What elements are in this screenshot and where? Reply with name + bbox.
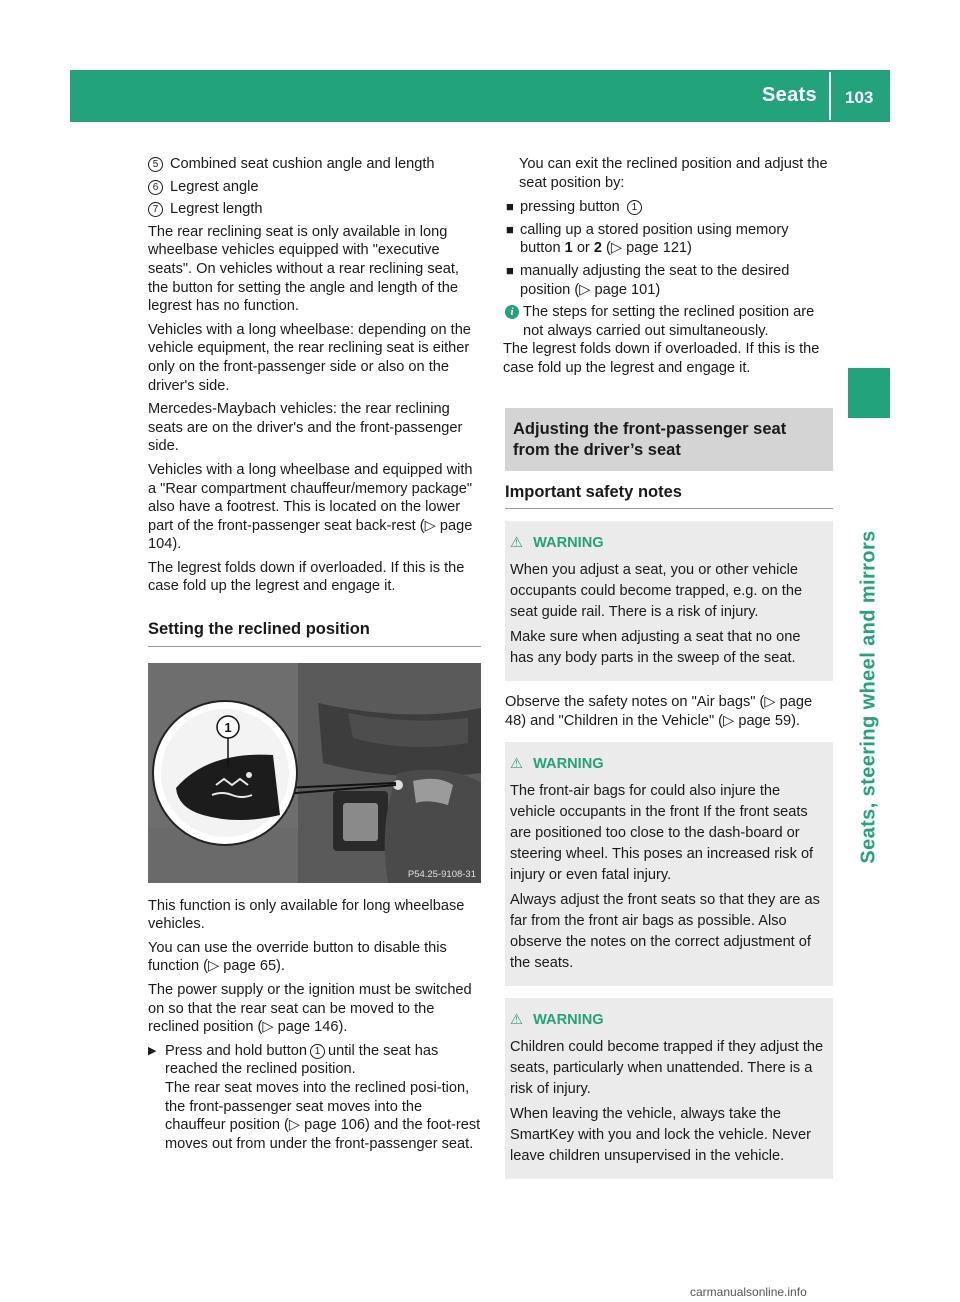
paragraph: Mercedes-Maybach vehicles: the rear reclining seats are on the driver's and the front-passenger side.: [148, 401, 463, 455]
warning-icon: ⚠: [510, 1012, 524, 1029]
warning-title: ⚠ WARNING: [510, 1010, 827, 1031]
watermark: carmanualsonline.info: [690, 1285, 807, 1299]
warning-icon: ⚠: [510, 535, 524, 552]
legend-item: 6 Legrest angle: [148, 178, 481, 197]
callout-5-icon: 5: [148, 157, 163, 172]
bullet-icon: ■: [506, 221, 514, 237]
warning-icon: ⚠: [510, 756, 524, 773]
step-result: The rear seat moves into the reclined posi-tion, the front-passenger seat moves into the chauffeur position (▷ page 106) and the foot-rest moves out from under the front-passenger seat.: [165, 1080, 481, 1152]
callout-6-icon: 6: [148, 180, 163, 195]
paragraph: The power supply or the ignition must be switched on so that the rear seat can be moved to the reclined position (▷ page 146).: [148, 982, 472, 1036]
warning-box: ⚠ WARNING Children could become trapped if they adjust the seats, particularly when unattended. There is a risk of injury. When leaving the vehicle, always take the SmartKey with you and lock the vehicle. Never leave children unsupervised in the vehicle.: [505, 998, 833, 1179]
info-note: i The steps for setting the reclined position are not always carried out simultaneously.: [505, 303, 833, 340]
legend-item: 7 Legrest length: [148, 200, 481, 219]
paragraph: This function is only available for long wheelbase vehicles.: [148, 897, 465, 933]
paragraph: Vehicles with a long wheelbase: depending on the vehicle equipment, the rear reclining seat is either only on the front-passenger side or also on the driver's side.: [148, 321, 471, 394]
instruction-step: ▶ Press and hold button 1 until the seat has reached the reclined position. The rear seat moves into the reclined posi-tion, the front-passenger seat moves into the chauffeur position (▷ page 106) and the foot-rest moves out from under the front-passenger seat.: [148, 1042, 481, 1152]
paragraph: The legrest folds down if overloaded. If this is the case fold up the legrest and engage it.: [503, 341, 820, 376]
legend-item: 5 Combined seat cushion angle and length: [148, 155, 481, 174]
step-arrow-icon: ▶: [148, 1044, 157, 1057]
figure-callout-1: 1: [224, 719, 232, 735]
paragraph: You can use the override button to disable this function (▷ page 65).: [148, 939, 447, 975]
list-item: ■ manually adjusting the seat to the desired position (▷ page 101): [506, 262, 790, 298]
list-item: ■ pressing button 1: [505, 198, 833, 217]
warning-title: ⚠ WARNING: [510, 533, 827, 554]
header-divider: [829, 72, 831, 120]
callout-1-icon: 1: [310, 1044, 325, 1059]
chapter-tab-label: Seats, steering wheel and mirrors: [857, 530, 880, 864]
paragraph: The rear reclining seat is only available in long wheelbase vehicles equipped with "executive seats". On vehicles without a rear reclining seat, the button for setting the angle and length of the legrest has no function.: [148, 223, 459, 315]
section-heading-box: Adjusting the front-passenger seat from the driver’s seat: [505, 408, 833, 471]
bullet-list: [505, 198, 833, 299]
page-number: 103: [845, 88, 874, 107]
warning-box: ⚠ WARNING When you adjust a seat, you or other vehicle occupants could become trapped, e.g. on the seat guide rail. There is a risk of injury. Make sure when adjusting a seat that no one has any body parts in the sweep of the seat.: [505, 521, 833, 681]
callout-1-icon: 1: [627, 200, 642, 215]
right-column: [505, 155, 833, 1191]
bullet-icon: ■: [506, 262, 514, 278]
callout-7-icon: 7: [148, 202, 163, 217]
paragraph: Vehicles with a long wheelbase and equipped with a "Rear compartment chauffeur/memory package" also have a footrest. This is located on the lower part of the front-passenger seat back-rest (▷ page 104).: [148, 461, 473, 553]
section-title: Seats: [762, 84, 817, 106]
info-icon: i: [505, 305, 519, 319]
paragraph: The legrest folds down if overloaded. If this is the case fold up the legrest and engage it.: [148, 559, 465, 595]
heading-reclined-position: Setting the reclined position: [148, 620, 481, 647]
left-column: [148, 155, 481, 1153]
reclined-button-figure: [148, 663, 481, 883]
paragraph: You can exit the reclined position and adjust the seat position by:: [519, 156, 828, 191]
figure-code: P54.25-9108-31: [407, 868, 476, 880]
heading-safety-notes: Important safety notes: [505, 483, 833, 510]
warning-box: ⚠ WARNING The front-air bags for could also injure the vehicle occupants in the front If the front seats are positioned too close to the dash-board or steering wheel. This poses an increased risk of injury or even fatal injury. Always adjust the front seats so that they are as far from the front air bags as possible. Also observe the notes on the correct adjustment of the seats.: [505, 742, 833, 986]
bullet-icon: ■: [506, 199, 514, 215]
paragraph: Observe the safety notes on "Air bags" (▷ page 48) and "Children in the Vehicle" (▷ page 59).: [505, 694, 813, 729]
warning-title: ⚠ WARNING: [510, 754, 827, 775]
list-item: ■ calling up a stored position using memory button 1 or 2 (▷ page 121): [506, 221, 789, 257]
chapter-tab-marker: [848, 368, 890, 418]
